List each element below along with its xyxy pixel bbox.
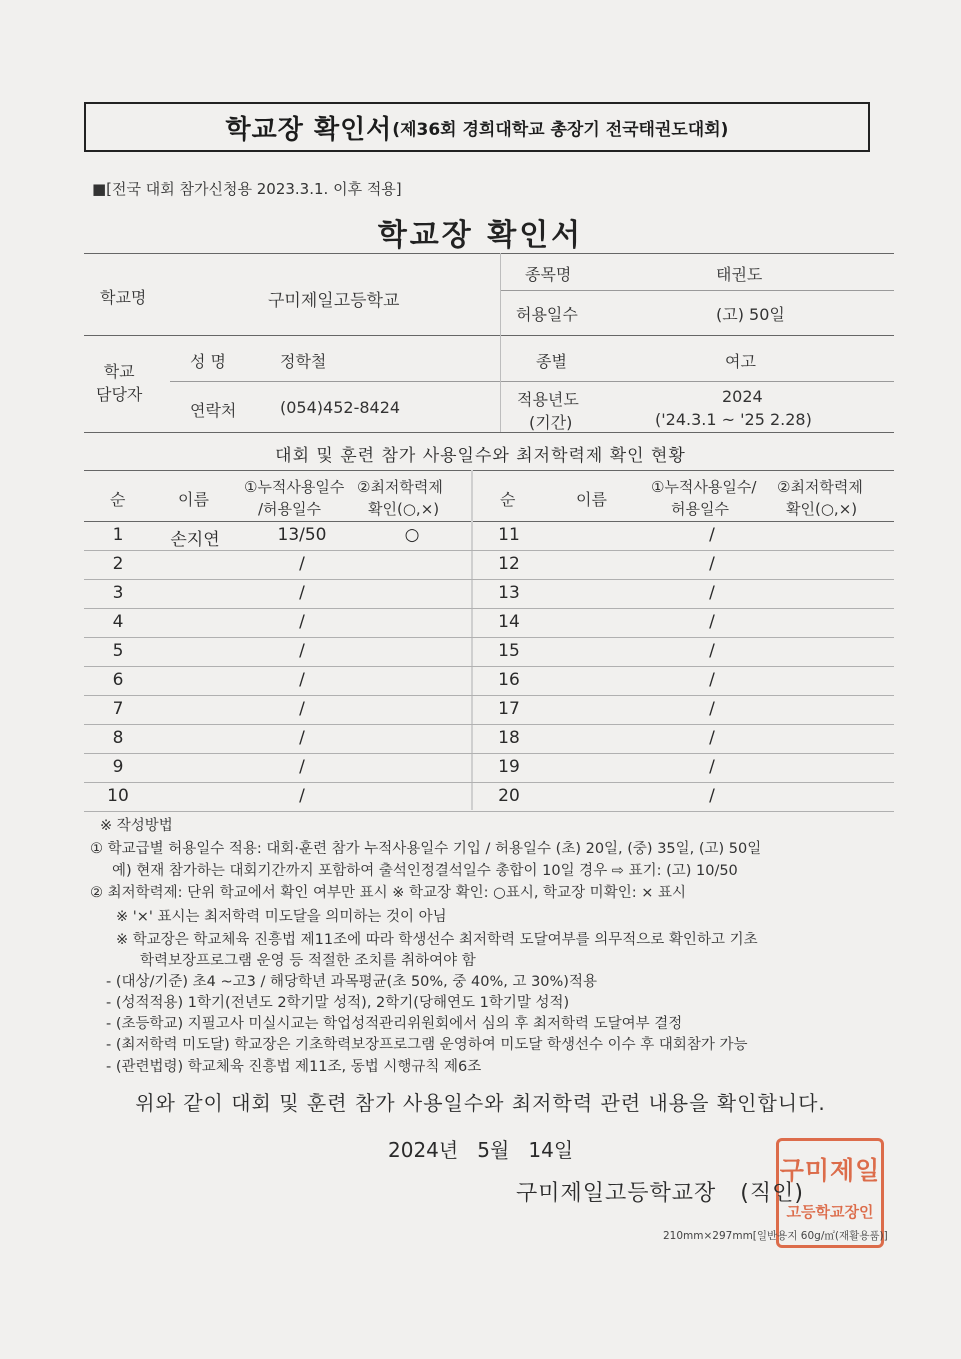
event-label: 종목명 bbox=[525, 265, 572, 284]
document-title: 학교장 확인서 bbox=[377, 218, 584, 253]
row-days-right: / bbox=[709, 525, 715, 545]
row-days: / bbox=[299, 583, 305, 603]
name-value: 정학철 bbox=[280, 352, 327, 371]
header-no-left: 순 bbox=[110, 490, 126, 509]
header-days-right-2: 허용일수 bbox=[671, 500, 729, 518]
header-min-right-2: 확인(○,×) bbox=[786, 500, 858, 518]
banner-title: 학교장 확인서 bbox=[225, 114, 393, 145]
row-days-right: / bbox=[709, 699, 715, 719]
row-days-right: / bbox=[709, 757, 715, 777]
row-days: / bbox=[299, 786, 305, 806]
row-no-right: 13 bbox=[498, 583, 520, 603]
note-principal-duty-cont: 학력보장프로그램 운영 등 적절한 조치를 취하여야 함 bbox=[140, 953, 476, 969]
row-no: 4 bbox=[112, 612, 124, 632]
note-not-reached: - (최저학력 미도달) 학교장은 기초학력보장프로그램 운영하여 미도달 학생선수 이수 후 대회참가 가능 bbox=[106, 1037, 748, 1053]
row-days: 13/50 bbox=[277, 525, 327, 545]
application-notice: ■[전국 대회 참가신청용 2023.3.1. 이후 적용] bbox=[92, 180, 402, 198]
note-grades: - (성적적용) 1학기(전년도 2학기말 성적), 2학기(당해연도 1학기말 성적) bbox=[106, 995, 570, 1011]
manager-label: 학교 담당자 bbox=[96, 362, 143, 404]
row-no: 9 bbox=[112, 757, 124, 777]
row-days: / bbox=[299, 699, 305, 719]
row-no: 1 bbox=[112, 525, 124, 545]
row-days-right: / bbox=[709, 583, 715, 603]
row-no-right: 16 bbox=[498, 670, 520, 690]
note-law: - (관련법령) 학교체육 진흥법 제11조, 동법 시행규칙 제6조 bbox=[106, 1059, 482, 1075]
name-label: 성 명 bbox=[190, 352, 226, 371]
header-banner bbox=[84, 102, 870, 152]
row-days-right: / bbox=[709, 554, 715, 574]
row-no: 8 bbox=[112, 728, 124, 748]
row-no-right: 15 bbox=[498, 641, 520, 661]
row-days-right: / bbox=[709, 786, 715, 806]
period-value: ('24.3.1 ~ '25 2.28) bbox=[655, 410, 812, 429]
row-no-right: 18 bbox=[498, 728, 520, 748]
note-example: 예) 현재 참가하는 대회기간까지 포함하여 출석인정결석일수 총합이 10일 경우 ⇨ 표기: (고) 10/50 bbox=[112, 863, 738, 879]
period-label: (기간) bbox=[529, 413, 573, 432]
row-days-right: / bbox=[709, 641, 715, 661]
row-days: / bbox=[299, 612, 305, 632]
row-days-right: / bbox=[709, 728, 715, 748]
allowed-days-value: (고) 50일 bbox=[716, 305, 785, 324]
header-days-left-2: /허용일수 bbox=[258, 500, 322, 518]
note-elementary: - (초등학교) 지필고사 미실시교는 학업성적관리위원회에서 심의 후 최저학력 도달여부 결정 bbox=[106, 1016, 683, 1032]
header-min-left-1: ②최저학력제 bbox=[357, 478, 443, 496]
row-days: / bbox=[299, 728, 305, 748]
header-min-right-1: ②최저학력제 bbox=[777, 478, 863, 496]
section-title: 대회 및 훈련 참가 사용일수와 최저학력제 확인 현황 bbox=[275, 446, 686, 466]
row-no: 5 bbox=[112, 641, 124, 661]
row-no-right: 11 bbox=[498, 525, 520, 545]
seal-line-2: 고등학교장인 bbox=[786, 1203, 874, 1221]
row-no: 3 bbox=[112, 583, 124, 603]
note-min-academic: ② 최저학력제: 단위 학교에서 확인 여부만 표시 ※ 학교장 확인: ○표시, 학교장 미확인: × 표시 bbox=[90, 885, 686, 901]
note-heading: ※ 작성방법 bbox=[100, 818, 173, 834]
row-days: / bbox=[299, 554, 305, 574]
note-target: - (대상/기준) 초4 ~고3 / 해당학년 과목평균(초 50%, 중 40%, 고 30%)적용 bbox=[106, 974, 597, 990]
row-no-right: 20 bbox=[498, 786, 520, 806]
allowed-days-label: 허용일수 bbox=[516, 305, 578, 324]
row-min-academic: ○ bbox=[404, 525, 420, 545]
header-no-right: 순 bbox=[500, 490, 516, 509]
year-label: 적용년도 bbox=[517, 390, 579, 409]
paper-spec: 210mm×297mm[일반용지 60g/㎡(재활용품)] bbox=[663, 1230, 888, 1242]
seal-line-1: 구미제일 bbox=[779, 1156, 881, 1185]
row-no-right: 17 bbox=[498, 699, 520, 719]
row-no: 2 bbox=[112, 554, 124, 574]
row-no-right: 19 bbox=[498, 757, 520, 777]
row-no-right: 12 bbox=[498, 554, 520, 574]
row-days-right: / bbox=[709, 612, 715, 632]
event-value: 태권도 bbox=[716, 265, 763, 284]
issue-date: 2024년 5월 14일 bbox=[388, 1138, 574, 1162]
row-days-right: / bbox=[709, 670, 715, 690]
contact-label: 연락처 bbox=[190, 401, 237, 420]
row-name: 손지연 bbox=[170, 530, 220, 550]
school-value: 구미제일고등학교 bbox=[268, 291, 400, 311]
header-name-left: 이름 bbox=[178, 490, 209, 509]
note-allowed-days: ① 학교급별 허용일수 적용: 대회·훈련 참가 누적사용일수 기입 / 허용일수 (초) 20일, (중) 35일, (고) 50일 bbox=[90, 841, 762, 857]
row-no: 7 bbox=[112, 699, 124, 719]
gender-value: 여고 bbox=[725, 352, 756, 371]
header-min-left-2: 확인(○,×) bbox=[368, 500, 440, 518]
note-x-meaning: ※ '×' 표시는 최저학력 미도달을 의미하는 것이 아님 bbox=[116, 909, 447, 925]
row-days: / bbox=[299, 641, 305, 661]
header-name-right: 이름 bbox=[576, 490, 607, 509]
row-days: / bbox=[299, 670, 305, 690]
banner-subtitle: (제36회 경희대학교 총장기 전국태권도대회) bbox=[392, 119, 729, 140]
row-no: 6 bbox=[112, 670, 124, 690]
principal-signature: 구미제일고등학교장 (직인) bbox=[516, 1181, 804, 1206]
note-principal-duty: ※ 학교장은 학교체육 진흥법 제11조에 따라 학생선수 최저학력 도달여부를 의무적으로 확인하고 기초 bbox=[116, 932, 758, 948]
school-label: 학교명 bbox=[100, 288, 147, 307]
row-no: 10 bbox=[107, 786, 129, 806]
header-days-right-1: ①누적사용일수/ bbox=[651, 478, 757, 496]
header-days-left-1: ①누적사용일수 bbox=[244, 478, 345, 496]
year-value: 2024 bbox=[722, 387, 763, 406]
row-no-right: 14 bbox=[498, 612, 520, 632]
contact-value: (054)452-8424 bbox=[280, 398, 401, 417]
confirmation-statement: 위와 같이 대회 및 훈련 참가 사용일수와 최저학력 관련 내용을 확인합니다. bbox=[135, 1091, 826, 1115]
row-days: / bbox=[299, 757, 305, 777]
gender-label: 종별 bbox=[536, 352, 567, 371]
